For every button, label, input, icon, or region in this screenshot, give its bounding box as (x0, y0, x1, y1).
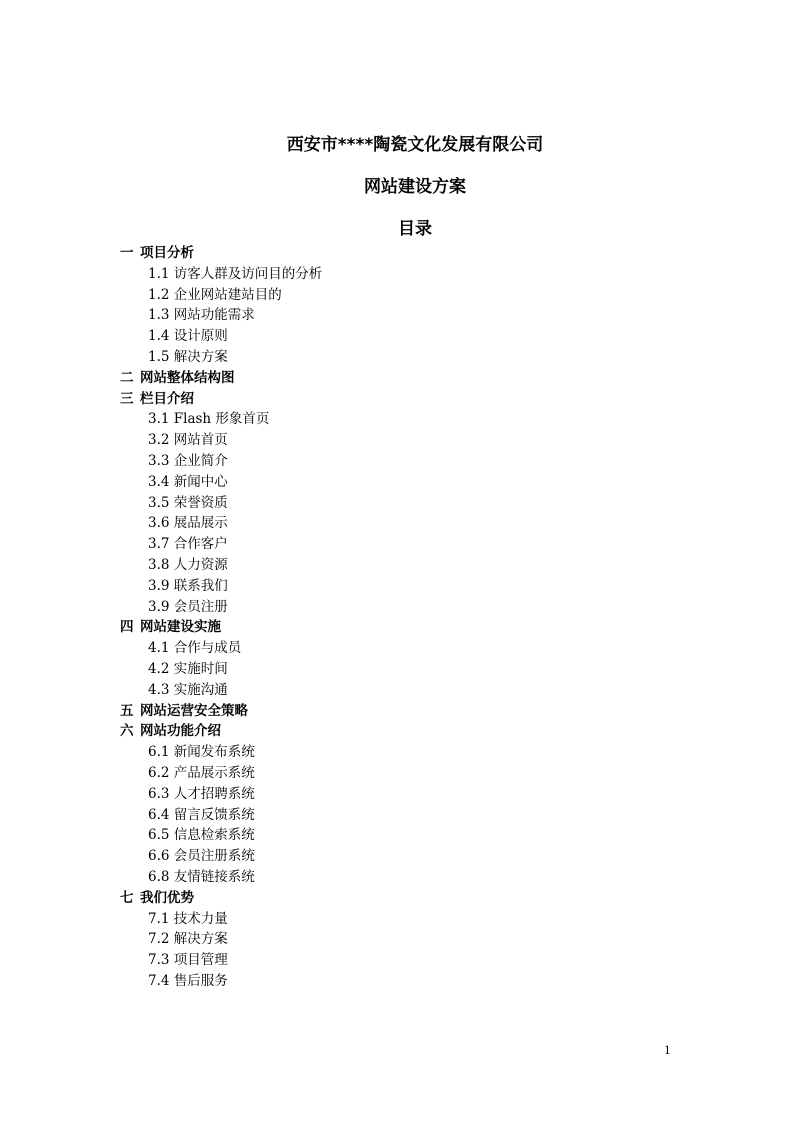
toc-section (120, 389, 680, 410)
toc-item: 4.1 合作与成员 (148, 640, 242, 657)
toc-section (120, 243, 680, 264)
toc-section-title: 我们优势 (140, 889, 194, 906)
toc-item: 3.8 人力资源 (148, 556, 228, 573)
toc-item: 3.9 联系我们 (148, 577, 228, 594)
toc-item: 3.4 新闻中心 (148, 473, 228, 490)
toc-item: 6.1 新闻发布系统 (148, 744, 255, 761)
toc-section-title: 网站运营安全策略 (140, 702, 248, 719)
toc-section-number: 七 (120, 889, 134, 906)
toc-item: 1.3 网站功能需求 (148, 307, 255, 324)
plan-title: 网站建设方案 (364, 177, 466, 197)
toc-item: 3.6 展品展示 (148, 515, 228, 532)
toc-item: 6.4 留言反馈系统 (148, 806, 255, 823)
toc-section-title: 网站整体结构图 (140, 369, 235, 386)
toc-section (120, 888, 680, 909)
toc-section (120, 368, 680, 389)
toc-section-title: 网站建设实施 (140, 619, 221, 636)
toc-item: 3.9 会员注册 (148, 598, 228, 615)
toc-item: 4.3 实施沟通 (148, 681, 228, 698)
toc-item: 3.2 网站首页 (148, 432, 228, 449)
toc-heading: 目录 (398, 219, 432, 239)
toc-section-number: 六 (120, 723, 134, 740)
toc-item: 3.7 合作客户 (148, 536, 228, 553)
toc-item: 7.1 技术力量 (148, 910, 228, 927)
page-number: 1 (664, 1042, 671, 1057)
toc-item: 7.2 解决方案 (148, 931, 228, 948)
toc-item: 6.2 产品展示系统 (148, 764, 255, 781)
toc-section-title: 项目分析 (140, 245, 194, 261)
toc-item: 3.5 荣誉资质 (148, 494, 228, 511)
toc-section (120, 721, 680, 742)
toc-section-number: 三 (120, 390, 134, 407)
toc-section-number: 五 (120, 702, 134, 719)
toc-item: 6.6 会员注册系统 (148, 848, 255, 865)
toc-section-title: 网站功能介绍 (140, 723, 221, 740)
company-title: 西安市****陶瓷文化发展有限公司 (286, 135, 544, 155)
toc-section-number: 四 (120, 619, 134, 636)
toc-section-title: 栏目介绍 (140, 390, 194, 407)
toc-item: 4.2 实施时间 (148, 660, 228, 677)
toc-item: 1.2 企业网站建站目的 (148, 286, 282, 303)
table-of-contents (120, 243, 680, 992)
toc-item: 7.4 售后服务 (148, 972, 228, 989)
toc-item: 6.5 信息检索系统 (148, 827, 255, 844)
toc-section (120, 701, 680, 722)
toc-section-number: 一 (120, 245, 134, 261)
toc-item: 1.5 解决方案 (148, 348, 228, 365)
toc-item: 6.8 友情链接系统 (148, 868, 255, 885)
toc-item: 1.4 设计原则 (148, 328, 228, 345)
toc-item: 3.3 企业简介 (148, 452, 228, 469)
toc-section-number: 二 (120, 369, 134, 386)
toc-item: 1.1 访客人群及访问目的分析 (148, 265, 323, 282)
toc-item: 7.3 项目管理 (148, 952, 228, 969)
toc-item: 6.3 人才招聘系统 (148, 785, 255, 802)
toc-item: 3.1 Flash 形象首页 (148, 411, 270, 428)
toc-section (120, 617, 680, 638)
